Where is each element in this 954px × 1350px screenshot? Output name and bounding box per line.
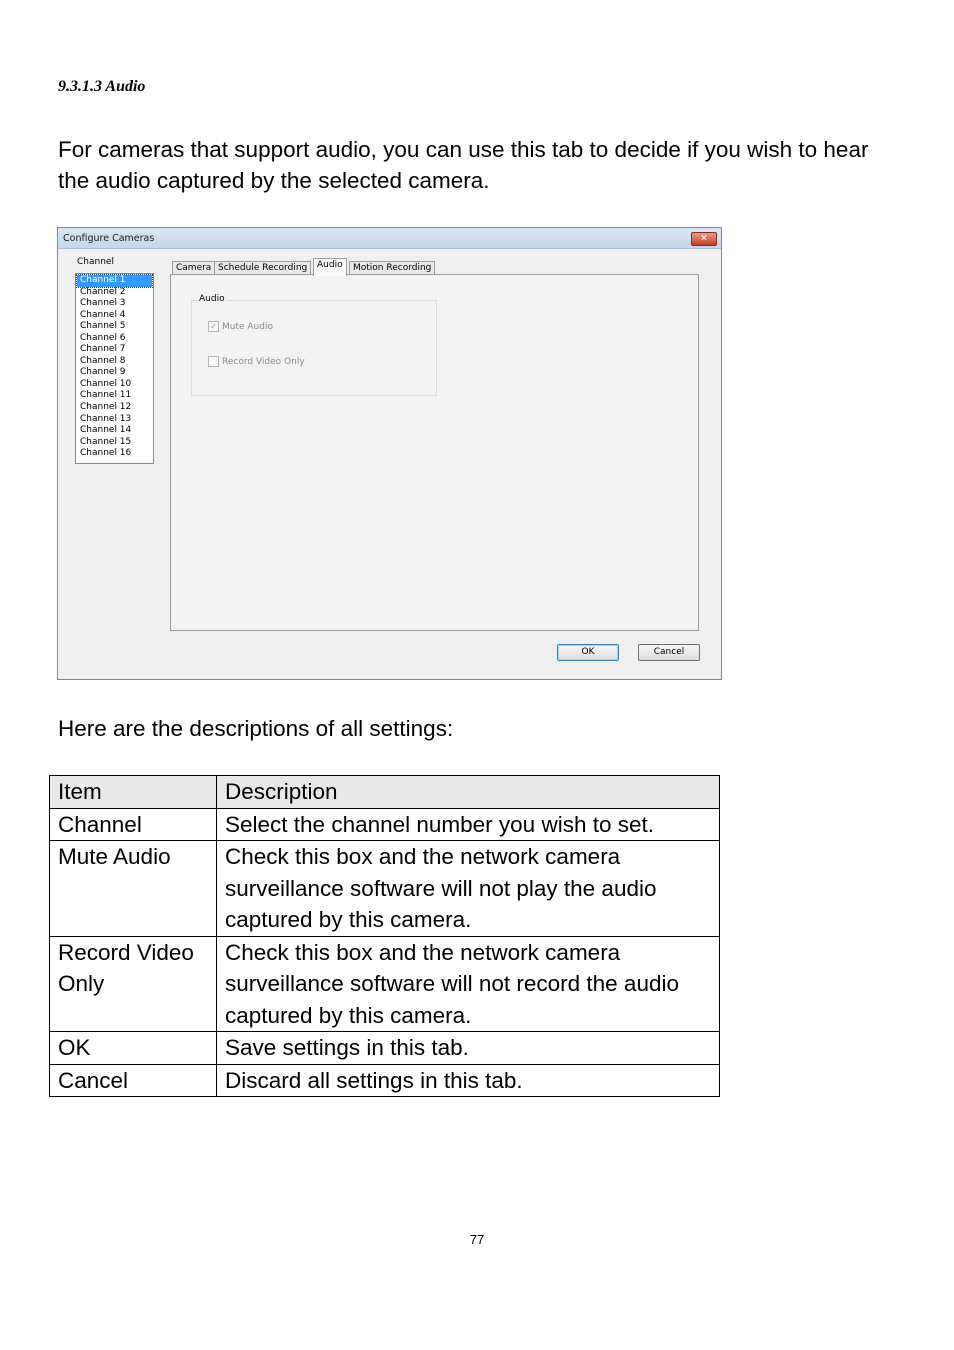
cancel-button[interactable]: Cancel [638, 644, 700, 661]
mute-audio-checkbox[interactable]: ✓ [208, 321, 219, 332]
channel-item[interactable]: Channel 16 [80, 448, 132, 459]
header-item: Item [50, 776, 217, 809]
channel-item[interactable]: Channel 15 [80, 436, 132, 447]
channel-item[interactable]: Channel 1 [77, 275, 152, 287]
ok-button[interactable]: OK [557, 644, 619, 661]
header-description: Description [217, 776, 720, 809]
audio-group-title: Audio [199, 294, 225, 304]
row-description: Check this box and the network camera surveillance software will not play the audio captured by this camera. [217, 841, 720, 937]
page-number: 77 [469, 1232, 485, 1247]
settings-table [49, 775, 720, 1097]
table-row [50, 1064, 720, 1097]
channel-item[interactable]: Channel 7 [80, 344, 126, 355]
channel-item[interactable]: Channel 6 [80, 332, 126, 343]
channel-item[interactable]: Channel 10 [80, 378, 132, 389]
row-item: Channel [50, 808, 217, 841]
channel-item[interactable]: Channel 13 [80, 413, 132, 424]
row-item: Cancel [50, 1064, 217, 1097]
record-video-only-label: Record Video Only [222, 356, 305, 367]
dialog-titlebar [58, 228, 721, 249]
row-description: Check this box and the network camera surveillance software will not record the audio captured by this camera. [217, 936, 720, 1032]
intro-paragraph: For cameras that support audio, you can use this tab to decide if you wish to hear the audio captured by the selected camera. [58, 137, 869, 193]
row-description: Select the channel number you wish to set. [217, 808, 720, 841]
channel-item[interactable]: Channel 3 [80, 298, 126, 309]
channel-item[interactable]: Channel 11 [80, 390, 132, 401]
mute-audio-option[interactable] [208, 321, 273, 332]
row-item: Mute Audio [50, 841, 217, 937]
channel-item[interactable]: Channel 9 [80, 367, 126, 378]
table-row [50, 936, 720, 1032]
close-icon[interactable]: ✕ [691, 232, 717, 246]
table-row [50, 808, 720, 841]
table-row [50, 1032, 720, 1065]
section-heading: 9.3.1.3 Audio [58, 78, 146, 95]
tab-camera[interactable]: Camera [172, 261, 215, 275]
channel-item[interactable]: Channel 12 [80, 402, 132, 413]
descriptions-heading: Here are the descriptions of all settings: [58, 716, 454, 741]
audio-groupbox [191, 294, 437, 396]
channel-item[interactable]: Channel 8 [80, 355, 126, 366]
row-item: OK [50, 1032, 217, 1065]
tab-schedule-recording[interactable]: Schedule Recording [214, 261, 311, 275]
tab-audio[interactable]: Audio [313, 258, 347, 276]
row-item: Record Video Only [50, 936, 217, 1032]
channel-list[interactable] [75, 273, 154, 464]
channel-item[interactable]: Channel 14 [80, 425, 132, 436]
channel-item[interactable]: Channel 2 [80, 286, 126, 297]
audio-tab-panel [170, 274, 699, 631]
table-header-row [50, 776, 720, 809]
dialog-title: Configure Cameras [63, 233, 155, 244]
channel-label: Channel [77, 257, 114, 267]
channel-item[interactable]: Channel 4 [80, 309, 126, 320]
row-description: Save settings in this tab. [217, 1032, 720, 1065]
configure-cameras-dialog [57, 227, 722, 680]
table-row [50, 841, 720, 937]
mute-audio-label: Mute Audio [222, 321, 273, 332]
record-video-only-option[interactable] [208, 356, 305, 367]
record-video-only-checkbox[interactable] [208, 356, 219, 367]
channel-item[interactable]: Channel 5 [80, 321, 126, 332]
tab-motion-recording[interactable]: Motion Recording [349, 261, 435, 275]
row-description: Discard all settings in this tab. [217, 1064, 720, 1097]
